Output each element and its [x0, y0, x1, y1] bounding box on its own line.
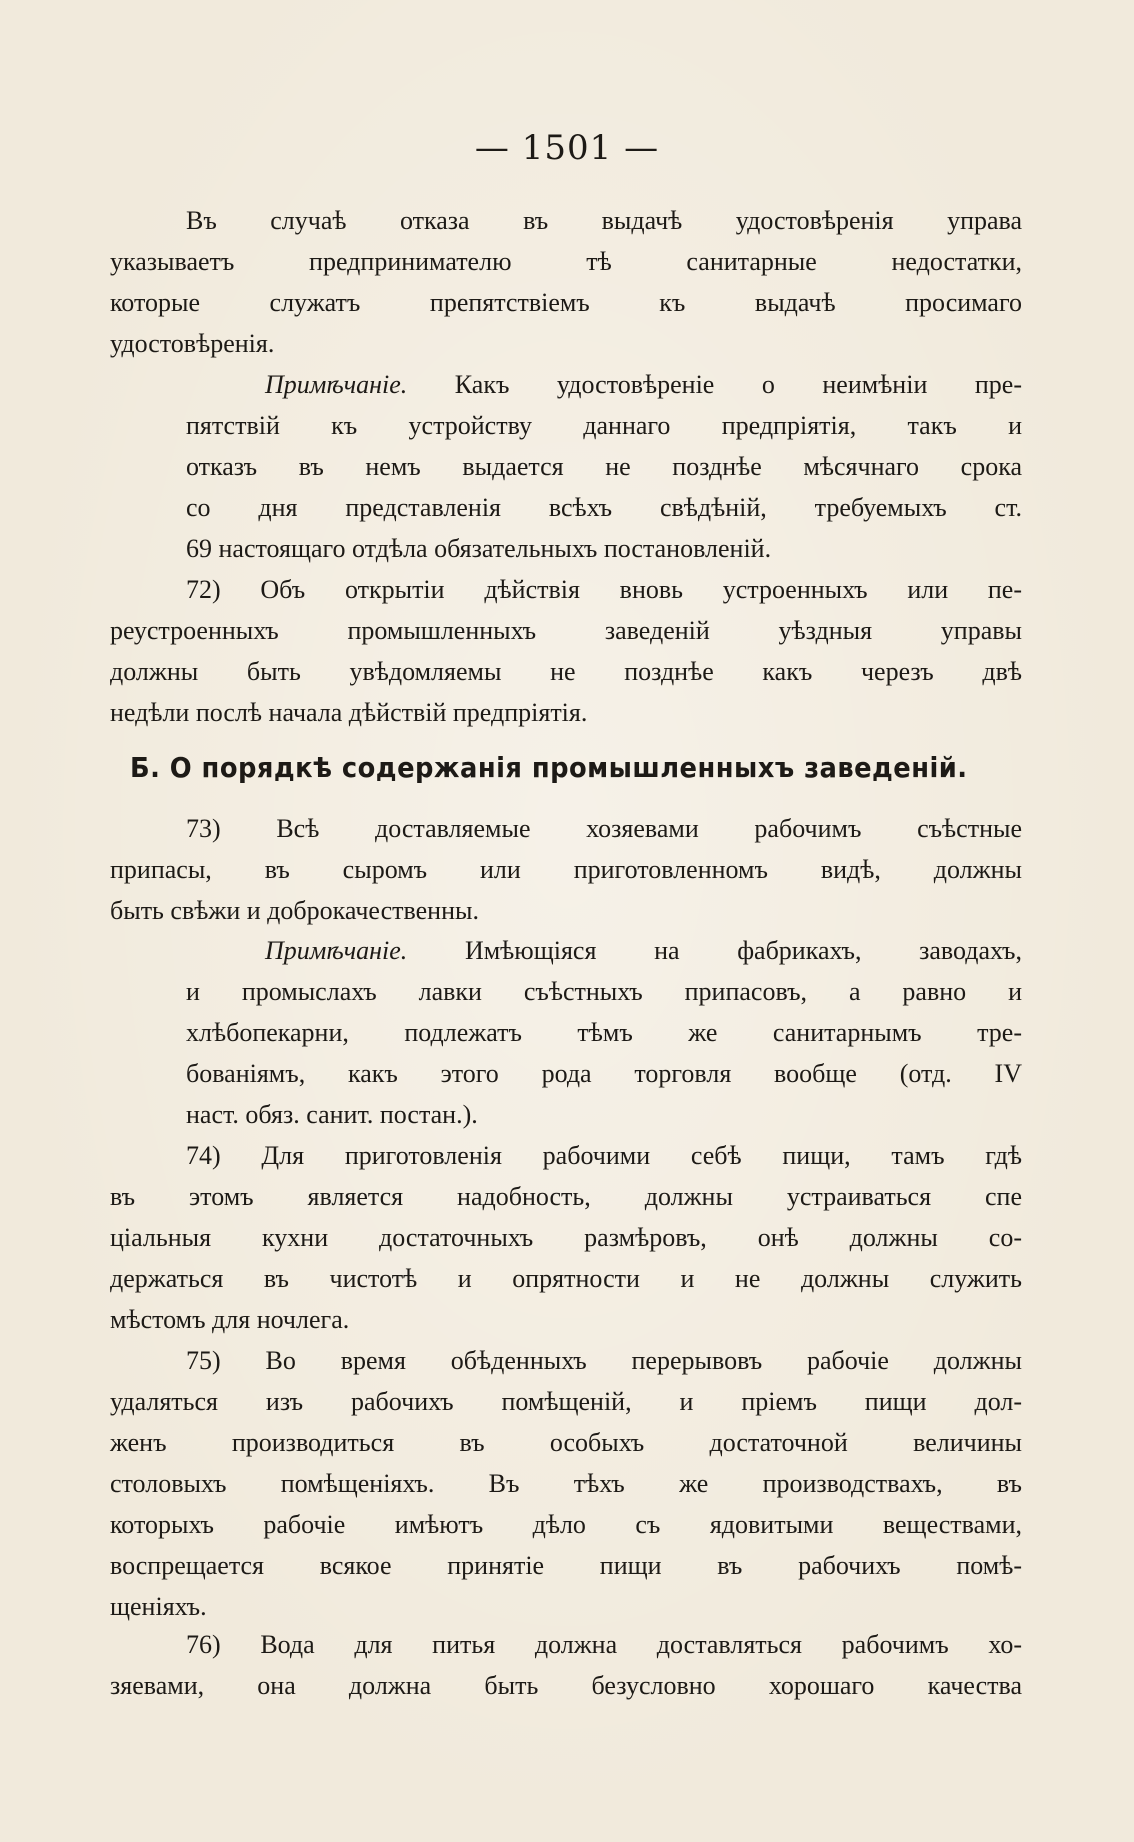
note-2	[110, 930, 1022, 1135]
text-line: отказъ въ немъ выдается не позднѣе мѣсячнаго срока	[186, 452, 1022, 481]
note-first-line	[110, 364, 1022, 405]
text-line: реустроенныхъ промышленныхъ заведеній уѣздныя управы	[110, 616, 1022, 645]
text-line: Въ случаѣ отказа въ выдачѣ удостовѣренія управа	[186, 206, 1022, 235]
text-line: 74) Для приготовленія рабочими себѣ пищи, тамъ гдѣ	[186, 1141, 1022, 1170]
text-line: которые служатъ препятствіемъ къ выдачѣ просимаго	[110, 288, 1022, 317]
text-line: удостовѣренія.	[110, 329, 275, 358]
text-line: наст. обяз. санит. постан.).	[186, 1100, 478, 1129]
text-line: бованіямъ, какъ этого рода торговля вообще (отд. IV	[186, 1059, 1022, 1088]
text-line: 75) Во время обѣденныхъ перерывовъ рабочіе должны	[186, 1346, 1022, 1375]
paragraph-74	[110, 1135, 1022, 1340]
text-line: столовыхъ помѣщеніяхъ. Въ тѣхъ же производствахъ, въ	[110, 1469, 1022, 1498]
paragraph-71-continuation	[110, 200, 1022, 364]
text-line: 73) Всѣ доставляемые хозяевами рабочимъ съѣстные	[186, 814, 1022, 843]
text-line: щеніяхъ.	[110, 1592, 207, 1621]
paragraph-72	[110, 569, 1022, 733]
text-line: указываетъ предпринимателю тѣ санитарные недостатки,	[110, 247, 1022, 276]
text-line: и промыслахъ лавки съѣстныхъ припасовъ, а равно и	[186, 977, 1022, 1006]
paragraph-73	[110, 808, 1022, 931]
text-line: въ этомъ является надобность, должны устраиваться спе	[110, 1182, 1022, 1211]
text-line: женъ производиться въ особыхъ достаточной величины	[110, 1428, 1022, 1457]
text-line: должны быть увѣдомляемы не позднѣе какъ черезъ двѣ	[110, 657, 1022, 686]
note-text: Имѣющіяся на фабрикахъ, заводахъ,	[407, 936, 1022, 965]
text-line: 72) Объ открытіи дѣйствія вновь устроенныхъ или пе-	[186, 575, 1022, 604]
text-line: 69 настоящаго отдѣла обязательныхъ постановленій.	[186, 534, 772, 563]
text-line: мѣстомъ для ночлега.	[110, 1305, 350, 1334]
text-line: припасы, въ сыромъ или приготовленномъ видѣ, должны	[110, 855, 1022, 884]
note-label: Примѣчаніе.	[265, 370, 408, 399]
text-line: ціальныя кухни достаточныхъ размѣровъ, онѣ должны со-	[110, 1223, 1022, 1252]
text-line: пятствій къ устройству даннаго предпріятія, такъ и	[186, 411, 1022, 440]
section-heading: Б. О порядкѣ содержанія промышленныхъ заведеній.	[130, 751, 968, 784]
note-text: Какъ удостовѣреніе о неимѣніи пре-	[407, 370, 1022, 399]
text-line: зяевами, она должна быть безусловно хорошаго качества	[110, 1671, 1022, 1700]
page-number: — 1501 —	[474, 128, 660, 168]
text-line: держаться въ чистотѣ и опрятности и не должны служить	[110, 1264, 1022, 1293]
note-label: Примѣчаніе.	[265, 936, 408, 965]
text-line: воспрещается всякое принятіе пищи въ рабочихъ помѣ-	[110, 1551, 1022, 1580]
note-1	[110, 364, 1022, 569]
text-line: удаляться изъ рабочихъ помѣщеній, и пріемъ пищи дол-	[110, 1387, 1022, 1416]
text-line: со дня представленія всѣхъ свѣдѣній, требуемыхъ ст.	[186, 493, 1022, 522]
text-line: 76) Вода для питья должна доставляться рабочимъ хо-	[186, 1630, 1022, 1659]
paragraph-76	[110, 1624, 1022, 1706]
note-first-line	[110, 930, 1022, 971]
text-line: быть свѣжи и доброкачественны.	[110, 896, 479, 925]
text-line: хлѣбопекарни, подлежатъ тѣмъ же санитарнымъ тре-	[186, 1018, 1022, 1047]
text-line: недѣли послѣ начала дѣйствій предпріятія.	[110, 698, 588, 727]
text-line: которыхъ рабочіе имѣютъ дѣло съ ядовитыми веществами,	[110, 1510, 1022, 1539]
paragraph-75	[110, 1340, 1022, 1627]
